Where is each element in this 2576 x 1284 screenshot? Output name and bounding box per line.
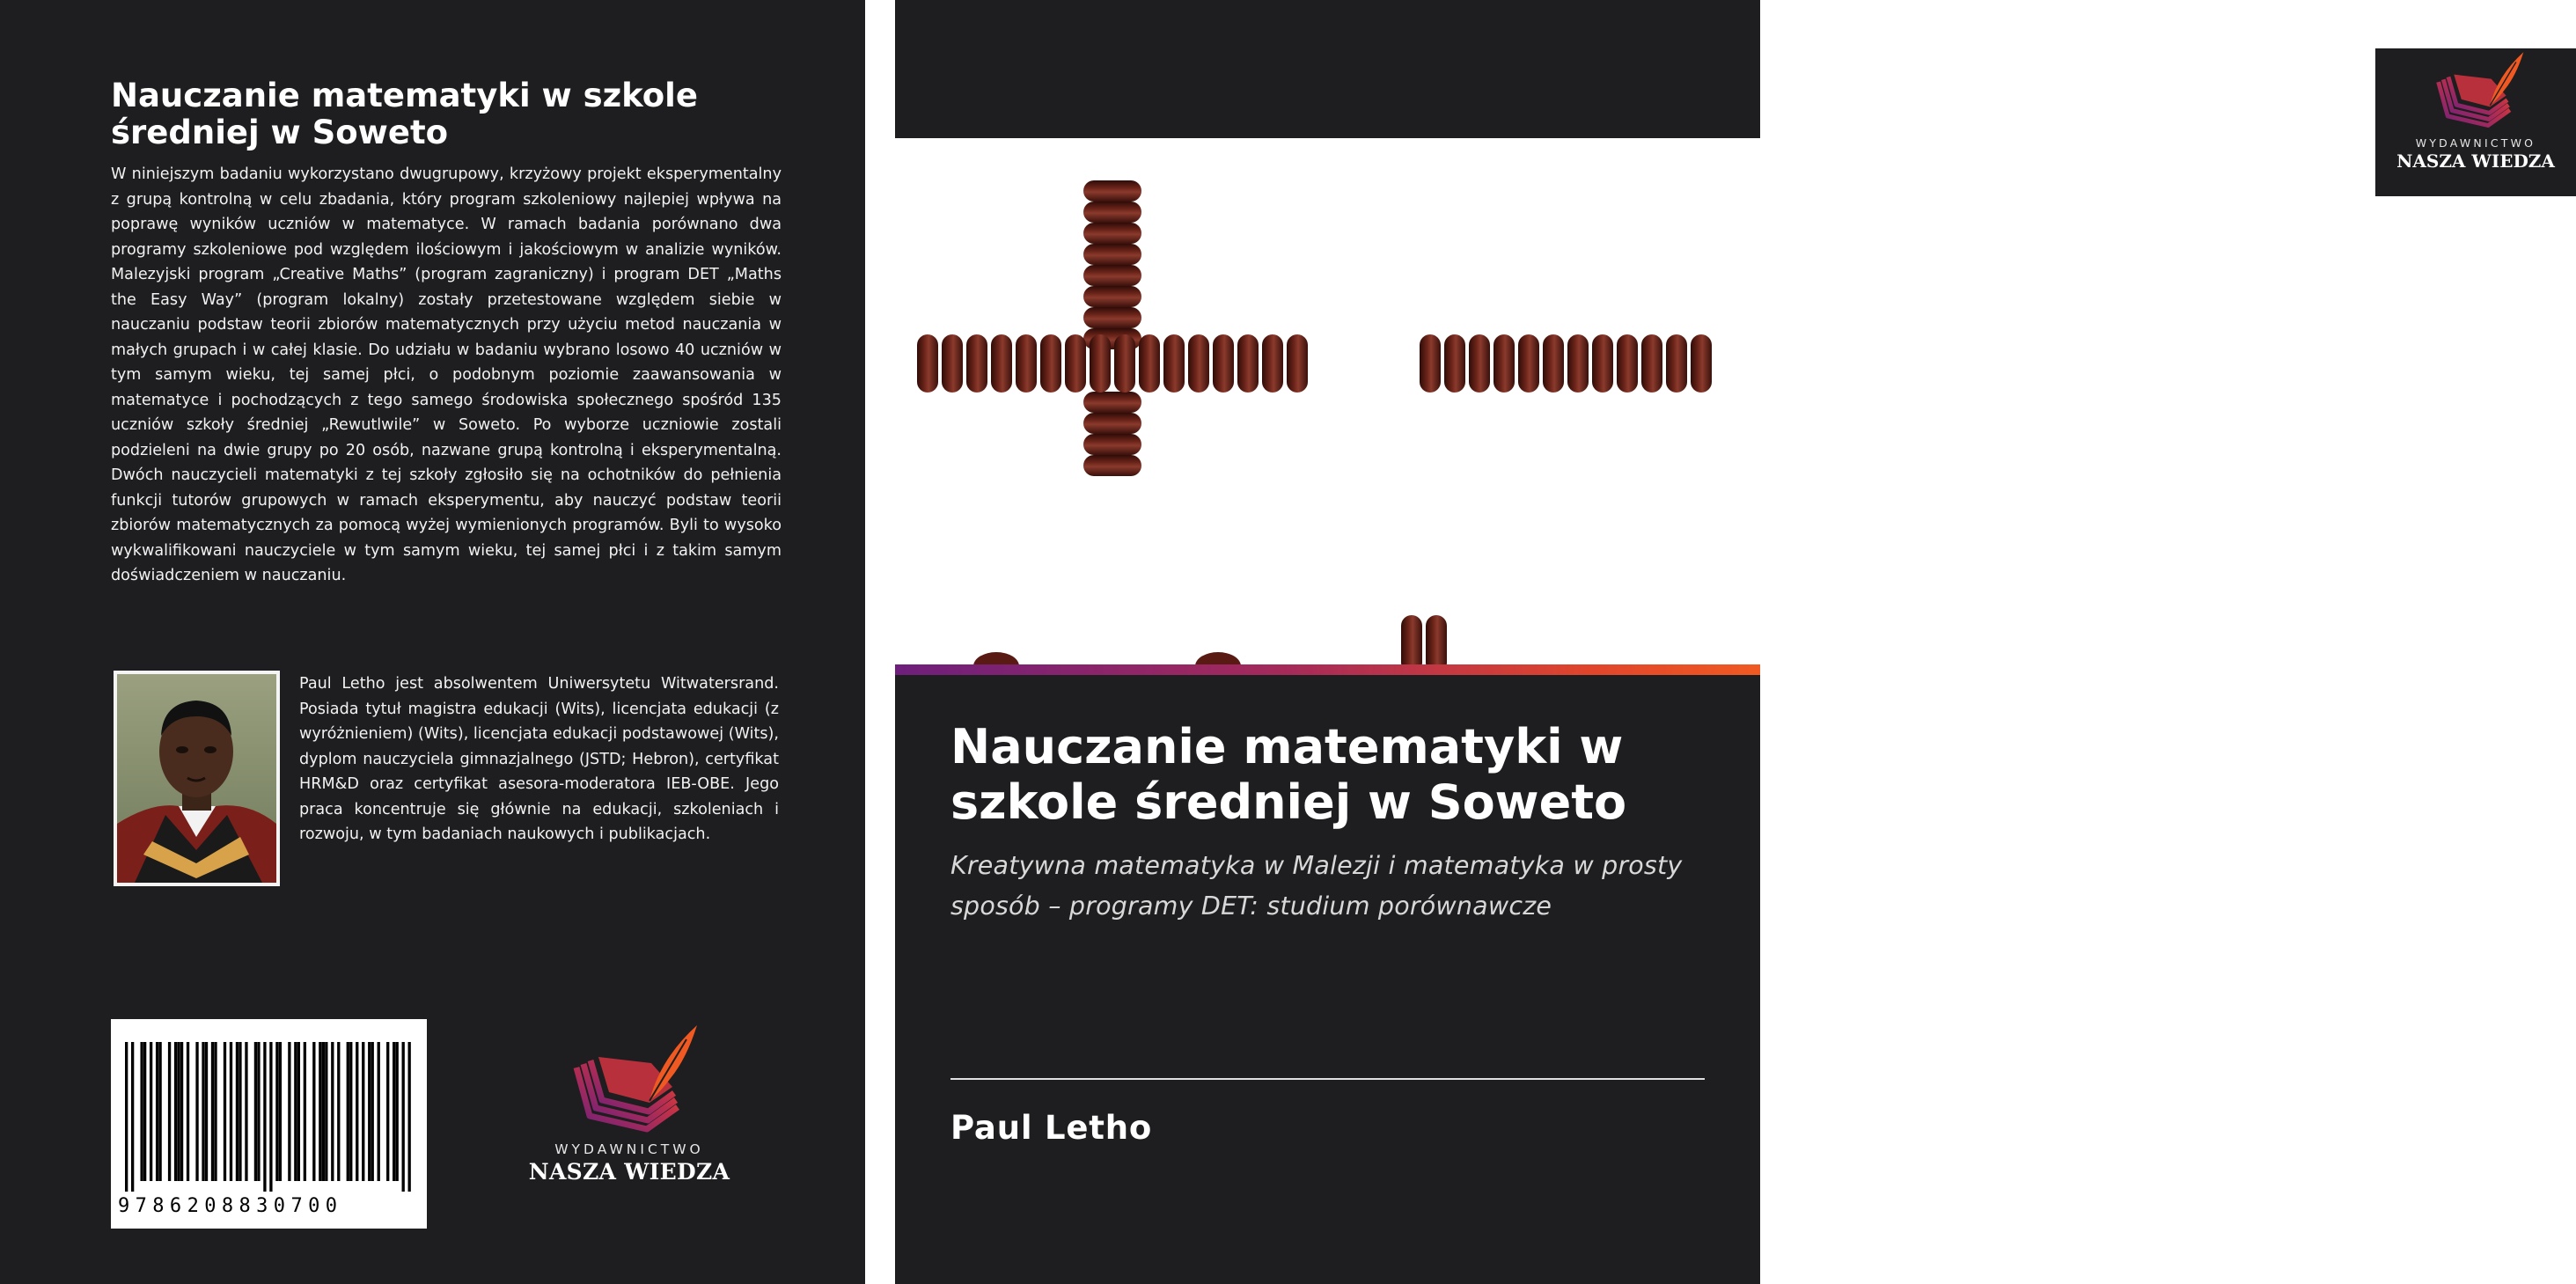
capsule [966, 334, 987, 393]
capsule [1114, 334, 1135, 393]
capsule [917, 334, 938, 393]
capsule [1083, 265, 1141, 286]
capsule [1163, 334, 1185, 393]
capsule [1188, 334, 1209, 393]
capsule [1139, 334, 1160, 393]
capsule [1083, 307, 1141, 328]
capsule [1083, 286, 1141, 307]
capsule [1083, 455, 1141, 476]
capsule [1083, 180, 1141, 202]
author-bio: Paul Letho jest absolwentem Uniwersytetu Witwatersrand. Posiada tytuł magistra edukacji (Wits), licencjata edukacji (z wyróżnieniem) (Wits), licencjata edukacji podstawowej (Wits), dyplom nauczyciela gimnazjalnego (JSTD; Hebron), certyfikat HRM&D oraz certyfikat asesora-moderatora IEB-OBE. Jego praca koncentruje się głównie na edukacji, szkoleniach i rozwoju, w tym badaniach naukowych i publikacjach. [299, 675, 779, 843]
publisher-label: WYDAWNICTWO [554, 1141, 704, 1157]
publisher-logo-front [2375, 48, 2576, 196]
capsule [1262, 334, 1283, 393]
capsule [1083, 202, 1141, 223]
accent-gradient-bar [895, 664, 1760, 675]
capsule [1016, 334, 1037, 393]
spine [865, 0, 895, 1284]
barcode-bars [125, 1042, 411, 1192]
front-title-panel [895, 675, 1760, 1284]
isbn-barcode [111, 1019, 427, 1229]
author-photo [114, 671, 280, 886]
publisher-name: NASZA WIEDZA [528, 1159, 730, 1185]
capsule [1237, 334, 1259, 393]
capsule [1641, 334, 1662, 393]
capsule [1083, 244, 1141, 265]
book-quill-logo-icon [554, 1024, 704, 1136]
back-cover [0, 0, 865, 1284]
capsule [1083, 223, 1141, 244]
publisher-logo-back [515, 1024, 744, 1200]
capsule [1065, 334, 1086, 393]
capsule [1040, 334, 1061, 393]
book-quill-logo-icon [2423, 48, 2528, 133]
isbn-digits: 9786208830700 [118, 1195, 343, 1217]
cover-capsules-image [895, 138, 1760, 664]
front-cover-title: Nauczanie matematyki w szkole średniej w Soweto [950, 719, 1627, 830]
capsule [1543, 334, 1564, 393]
capsule [1691, 334, 1712, 393]
divider [950, 1078, 1705, 1080]
capsule [1518, 334, 1539, 393]
publisher-name: NASZA WIEDZA [2396, 150, 2555, 172]
capsule [1420, 334, 1441, 393]
capsule [1567, 334, 1589, 393]
capsule [1083, 413, 1141, 434]
front-cover [895, 0, 2555, 1284]
capsule [1213, 334, 1234, 393]
publisher-label: WYDAWNICTWO [2415, 136, 2536, 150]
capsule [1666, 334, 1687, 393]
capsule [1287, 334, 1308, 393]
capsule [1617, 334, 1638, 393]
capsule [1493, 334, 1515, 393]
capsule [1083, 392, 1141, 413]
back-cover-title: Nauczanie matematyki w szkole średniej w Soweto [111, 77, 698, 151]
capsule [942, 334, 963, 393]
back-cover-blurb: W niniejszym badaniu wykorzystano dwugrupowy, krzyżowy projekt eksperymentalny z grupą kontrolną w celu zbadania, który program szkoleniowy najlepiej wpływa na poprawę wyników uczniów w matematyce. W ramach badania porównano dwa programy szkoleniowe pod względem ilościowym i jakościowym w analizie wyników. Malezyjski program „Creative Maths” (program zagraniczny) i program DET „Maths the Easy Way” (program lokalny) zostały przetestowane względem siebie w nauczaniu podstaw teorii zbiorów matematycznych przy użyciu metod nauczania w małych grupach i w całej klasie. Do udziału w badaniu wybrano losowo 40 uczniów w tym samym wieku, tej samej płci, o podobnym poziomie zaawansowania w matematyce i pochodzących z tego samego środowiska społecznego spośród 135 uczniów szkoły średniej „Rewutlwile” w Soweto. Po wyborze uczniowie zostali podzieleni na dwie grupy po 20 osób, nazwane grupą kontrolną i eksperymentalną. Dwóch nauczycieli matematyki z tej szkoły zgłosiło się na ochotników do pełnienia funkcji tutorów grupowych w ramach eksperymentu, aby nauczyć podstaw teorii zbiorów matematycznych za pomocą wyżej wymienionych programów. Byli to wysoko wykwalifikowani nauczyciele w tym samym wieku, tej samej płci i z takim samym doświadczeniem w nauczaniu. [111, 165, 782, 584]
capsule [1083, 434, 1141, 455]
capsule [1469, 334, 1490, 393]
capsule [1444, 334, 1465, 393]
capsule [1090, 334, 1111, 393]
capsule [1592, 334, 1613, 393]
front-top-band [895, 0, 1760, 138]
capsule [991, 334, 1012, 393]
front-cover-subtitle: Kreatywna matematyka w Malezji i matematyka w prosty sposób – programy DET: studium porównawcze [950, 851, 1683, 921]
front-cover-author: Paul Letho [950, 1109, 1153, 1147]
